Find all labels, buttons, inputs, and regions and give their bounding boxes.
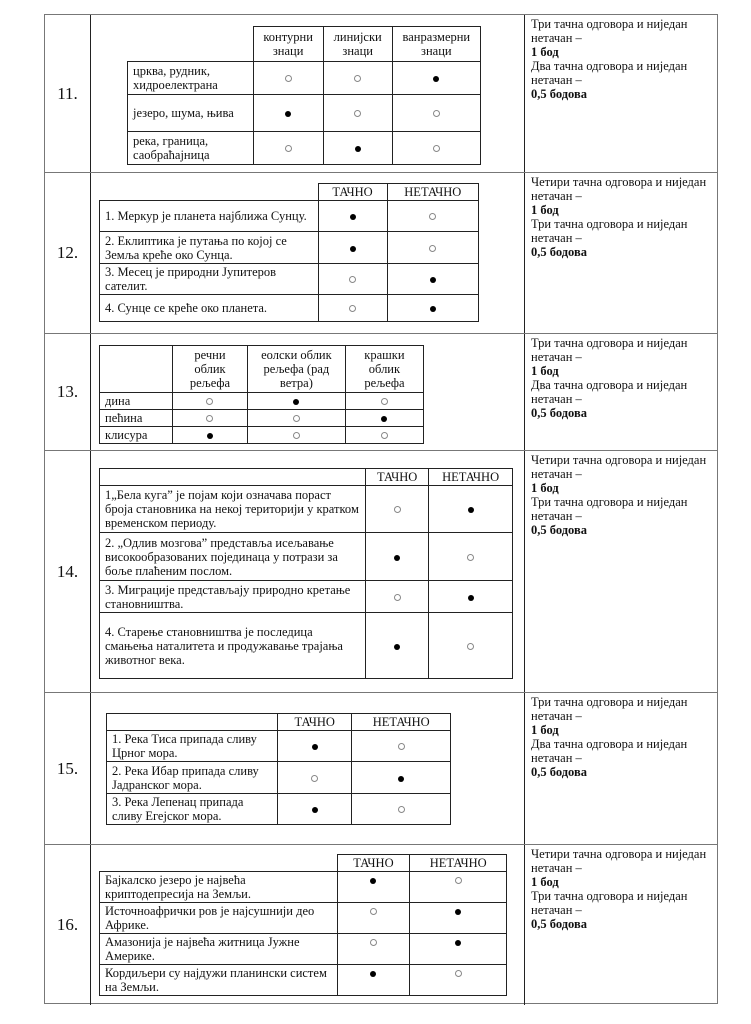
question-number: 13. (45, 334, 91, 450)
row-label: дина (100, 393, 173, 410)
filled-circle-icon (207, 433, 213, 439)
table-row (128, 132, 481, 165)
scoring-criteria: Четири тачна одговора и ниједан нетачан – 1 бод Три тачна одговора и ниједан нетачан – 0,5 бодова (531, 453, 707, 537)
row-label: Амазонија је највећа житница Јужне Америке. (100, 934, 338, 965)
filled-circle-icon (350, 214, 356, 220)
filled-circle-icon (355, 146, 361, 152)
empty-circle-icon (285, 75, 292, 82)
empty-circle-icon (381, 432, 388, 439)
empty-circle-icon (354, 75, 361, 82)
empty-circle-icon (293, 415, 300, 422)
answer-grid (99, 854, 507, 996)
table-row (100, 201, 479, 232)
empty-circle-icon (467, 554, 474, 561)
scoring-criteria: Три тачна одговора и ниједан нетачан – 1 бод Два тачна одговора и ниједан нетачан – 0,5 бодова (531, 695, 688, 779)
empty-circle-icon (398, 806, 405, 813)
question-body (91, 334, 525, 450)
table-row (100, 410, 424, 427)
column-header: ванразмерни знаци (392, 27, 480, 62)
table-row (100, 232, 479, 264)
table-row (100, 427, 424, 444)
table-row (128, 95, 481, 132)
table-row (100, 934, 507, 965)
row-label: 1„Бела куга” је појам који означава пораст броја становника на некој територији у кратком временском периоду. (100, 486, 366, 533)
question-number: 11. (45, 15, 91, 172)
answer-grid (99, 183, 479, 322)
empty-circle-icon (370, 908, 377, 915)
empty-circle-icon (455, 970, 462, 977)
row-label: Кордиљери су најдужи планински систем на Земљи. (100, 965, 338, 996)
table-row (107, 794, 451, 825)
question-row-16 (45, 845, 717, 1005)
table-row (100, 264, 479, 295)
table-row (100, 295, 479, 322)
column-header: крашки облик рељефа (345, 346, 423, 393)
table-row (100, 613, 513, 679)
row-label: 1. Меркур је планета најближа Сунцу. (100, 201, 319, 232)
column-header: НЕТАЧНО (429, 469, 513, 486)
column-header: еолски облик рељефа (рад ветра) (247, 346, 345, 393)
question-row-13 (45, 334, 717, 451)
question-number: 12. (45, 173, 91, 333)
table-row (100, 903, 507, 934)
row-label: 3. Река Лепенац припада сливу Егејског мора. (107, 794, 278, 825)
row-label: 2. Еклиптика је путања по којој се Земља креће око Сунца. (100, 232, 319, 264)
empty-circle-icon (206, 398, 213, 405)
row-label: 1. Река Тиса припада сливу Црног мора. (107, 731, 278, 762)
empty-circle-icon (206, 415, 213, 422)
table-row (100, 965, 507, 996)
empty-circle-icon (467, 643, 474, 650)
scoring-criteria: Три тачна одговора и ниједан нетачан – 1 бод Два тачна одговора и ниједан нетачан – 0,5 бодова (531, 336, 688, 420)
filled-circle-icon (430, 277, 436, 283)
question-row-12 (45, 173, 717, 334)
row-label: 4. Старење становништва је последица смањења наталитета и продужавање трајања животног века. (100, 613, 366, 679)
scoring-criteria: Четири тачна одговора и ниједан нетачан – 1 бод Три тачна одговора и ниједан нетачан – 0,5 бодова (531, 847, 707, 931)
filled-circle-icon (468, 507, 474, 513)
question-body (91, 693, 525, 844)
filled-circle-icon (312, 807, 318, 813)
question-number: 14. (45, 451, 91, 692)
answer-grid (106, 713, 451, 825)
empty-circle-icon (398, 743, 405, 750)
filled-circle-icon (370, 971, 376, 977)
column-header: ТАЧНО (318, 184, 387, 201)
row-label: 2. Река Ибар припада сливу Јадранског мора. (107, 762, 278, 794)
row-label: црква, рудник, хидроелектрана (128, 62, 254, 95)
question-body (91, 845, 525, 1005)
column-header: ТАЧНО (278, 714, 352, 731)
column-header: ТАЧНО (366, 469, 429, 486)
filled-circle-icon (293, 399, 299, 405)
filled-circle-icon (381, 416, 387, 422)
table-row (100, 486, 513, 533)
empty-circle-icon (381, 398, 388, 405)
filled-circle-icon (433, 76, 439, 82)
question-row-14 (45, 451, 717, 693)
filled-circle-icon (455, 909, 461, 915)
filled-circle-icon (350, 246, 356, 252)
column-header: НЕТАЧНО (410, 855, 507, 872)
empty-circle-icon (433, 145, 440, 152)
table-row (107, 731, 451, 762)
row-label: 3. Месец је природни Јупитеров сателит. (100, 264, 319, 295)
filled-circle-icon (455, 940, 461, 946)
answer-grid (127, 26, 481, 165)
empty-circle-icon (311, 775, 318, 782)
row-label: 4. Сунце се креће око планета. (100, 295, 319, 322)
question-row-11 (45, 15, 717, 173)
column-header: линијски знаци (323, 27, 392, 62)
empty-circle-icon (429, 245, 436, 252)
empty-circle-icon (354, 110, 361, 117)
empty-circle-icon (433, 110, 440, 117)
question-row-15 (45, 693, 717, 845)
scoring-criteria: Четири тачна одговора и ниједан нетачан – 1 бод Три тачна одговора и ниједан нетачан – 0,5 бодова (531, 175, 707, 259)
table-row (100, 581, 513, 613)
table-row (107, 762, 451, 794)
filled-circle-icon (394, 555, 400, 561)
question-number: 15. (45, 693, 91, 844)
empty-circle-icon (293, 432, 300, 439)
question-body (91, 451, 525, 692)
filled-circle-icon (394, 644, 400, 650)
row-label: Бајкалско језеро је највећа криптодепресија на Земљи. (100, 872, 338, 903)
filled-circle-icon (430, 306, 436, 312)
row-label: река, граница, саобраћајница (128, 132, 254, 165)
question-body (91, 173, 525, 333)
filled-circle-icon (312, 744, 318, 750)
question-body (91, 15, 525, 172)
empty-circle-icon (455, 877, 462, 884)
column-header: ТАЧНО (337, 855, 410, 872)
empty-circle-icon (370, 939, 377, 946)
empty-circle-icon (394, 594, 401, 601)
answer-key-table (44, 14, 718, 1004)
answer-grid (99, 468, 513, 679)
filled-circle-icon (468, 595, 474, 601)
row-label: Источноафрички ров је најсушнији део Африке. (100, 903, 338, 934)
empty-circle-icon (429, 213, 436, 220)
row-label: 3. Миграције представљају природно кретање становништва. (100, 581, 366, 613)
row-label: 2. „Одлив мозгова” представља исељавање високообразованих појединаца у потрази за боље плаћеним послом. (100, 533, 366, 581)
scoring-criteria: Три тачна одговора и ниједан нетачан – 1 бод Два тачна одговора и ниједан нетачан – 0,5 бодова (531, 17, 688, 101)
table-row (100, 393, 424, 410)
table-row (100, 872, 507, 903)
question-number: 16. (45, 845, 91, 1005)
empty-circle-icon (349, 305, 356, 312)
column-header: речни облик рељефа (173, 346, 248, 393)
empty-circle-icon (285, 145, 292, 152)
column-header: контурни знаци (253, 27, 323, 62)
filled-circle-icon (398, 776, 404, 782)
table-row (128, 62, 481, 95)
empty-circle-icon (394, 506, 401, 513)
filled-circle-icon (370, 878, 376, 884)
table-row (100, 533, 513, 581)
row-label: клисура (100, 427, 173, 444)
row-label: пећина (100, 410, 173, 427)
filled-circle-icon (285, 111, 291, 117)
answer-grid (99, 345, 424, 444)
row-label: језеро, шума, њива (128, 95, 254, 132)
empty-circle-icon (349, 276, 356, 283)
column-header: НЕТАЧНО (352, 714, 451, 731)
column-header: НЕТАЧНО (387, 184, 478, 201)
